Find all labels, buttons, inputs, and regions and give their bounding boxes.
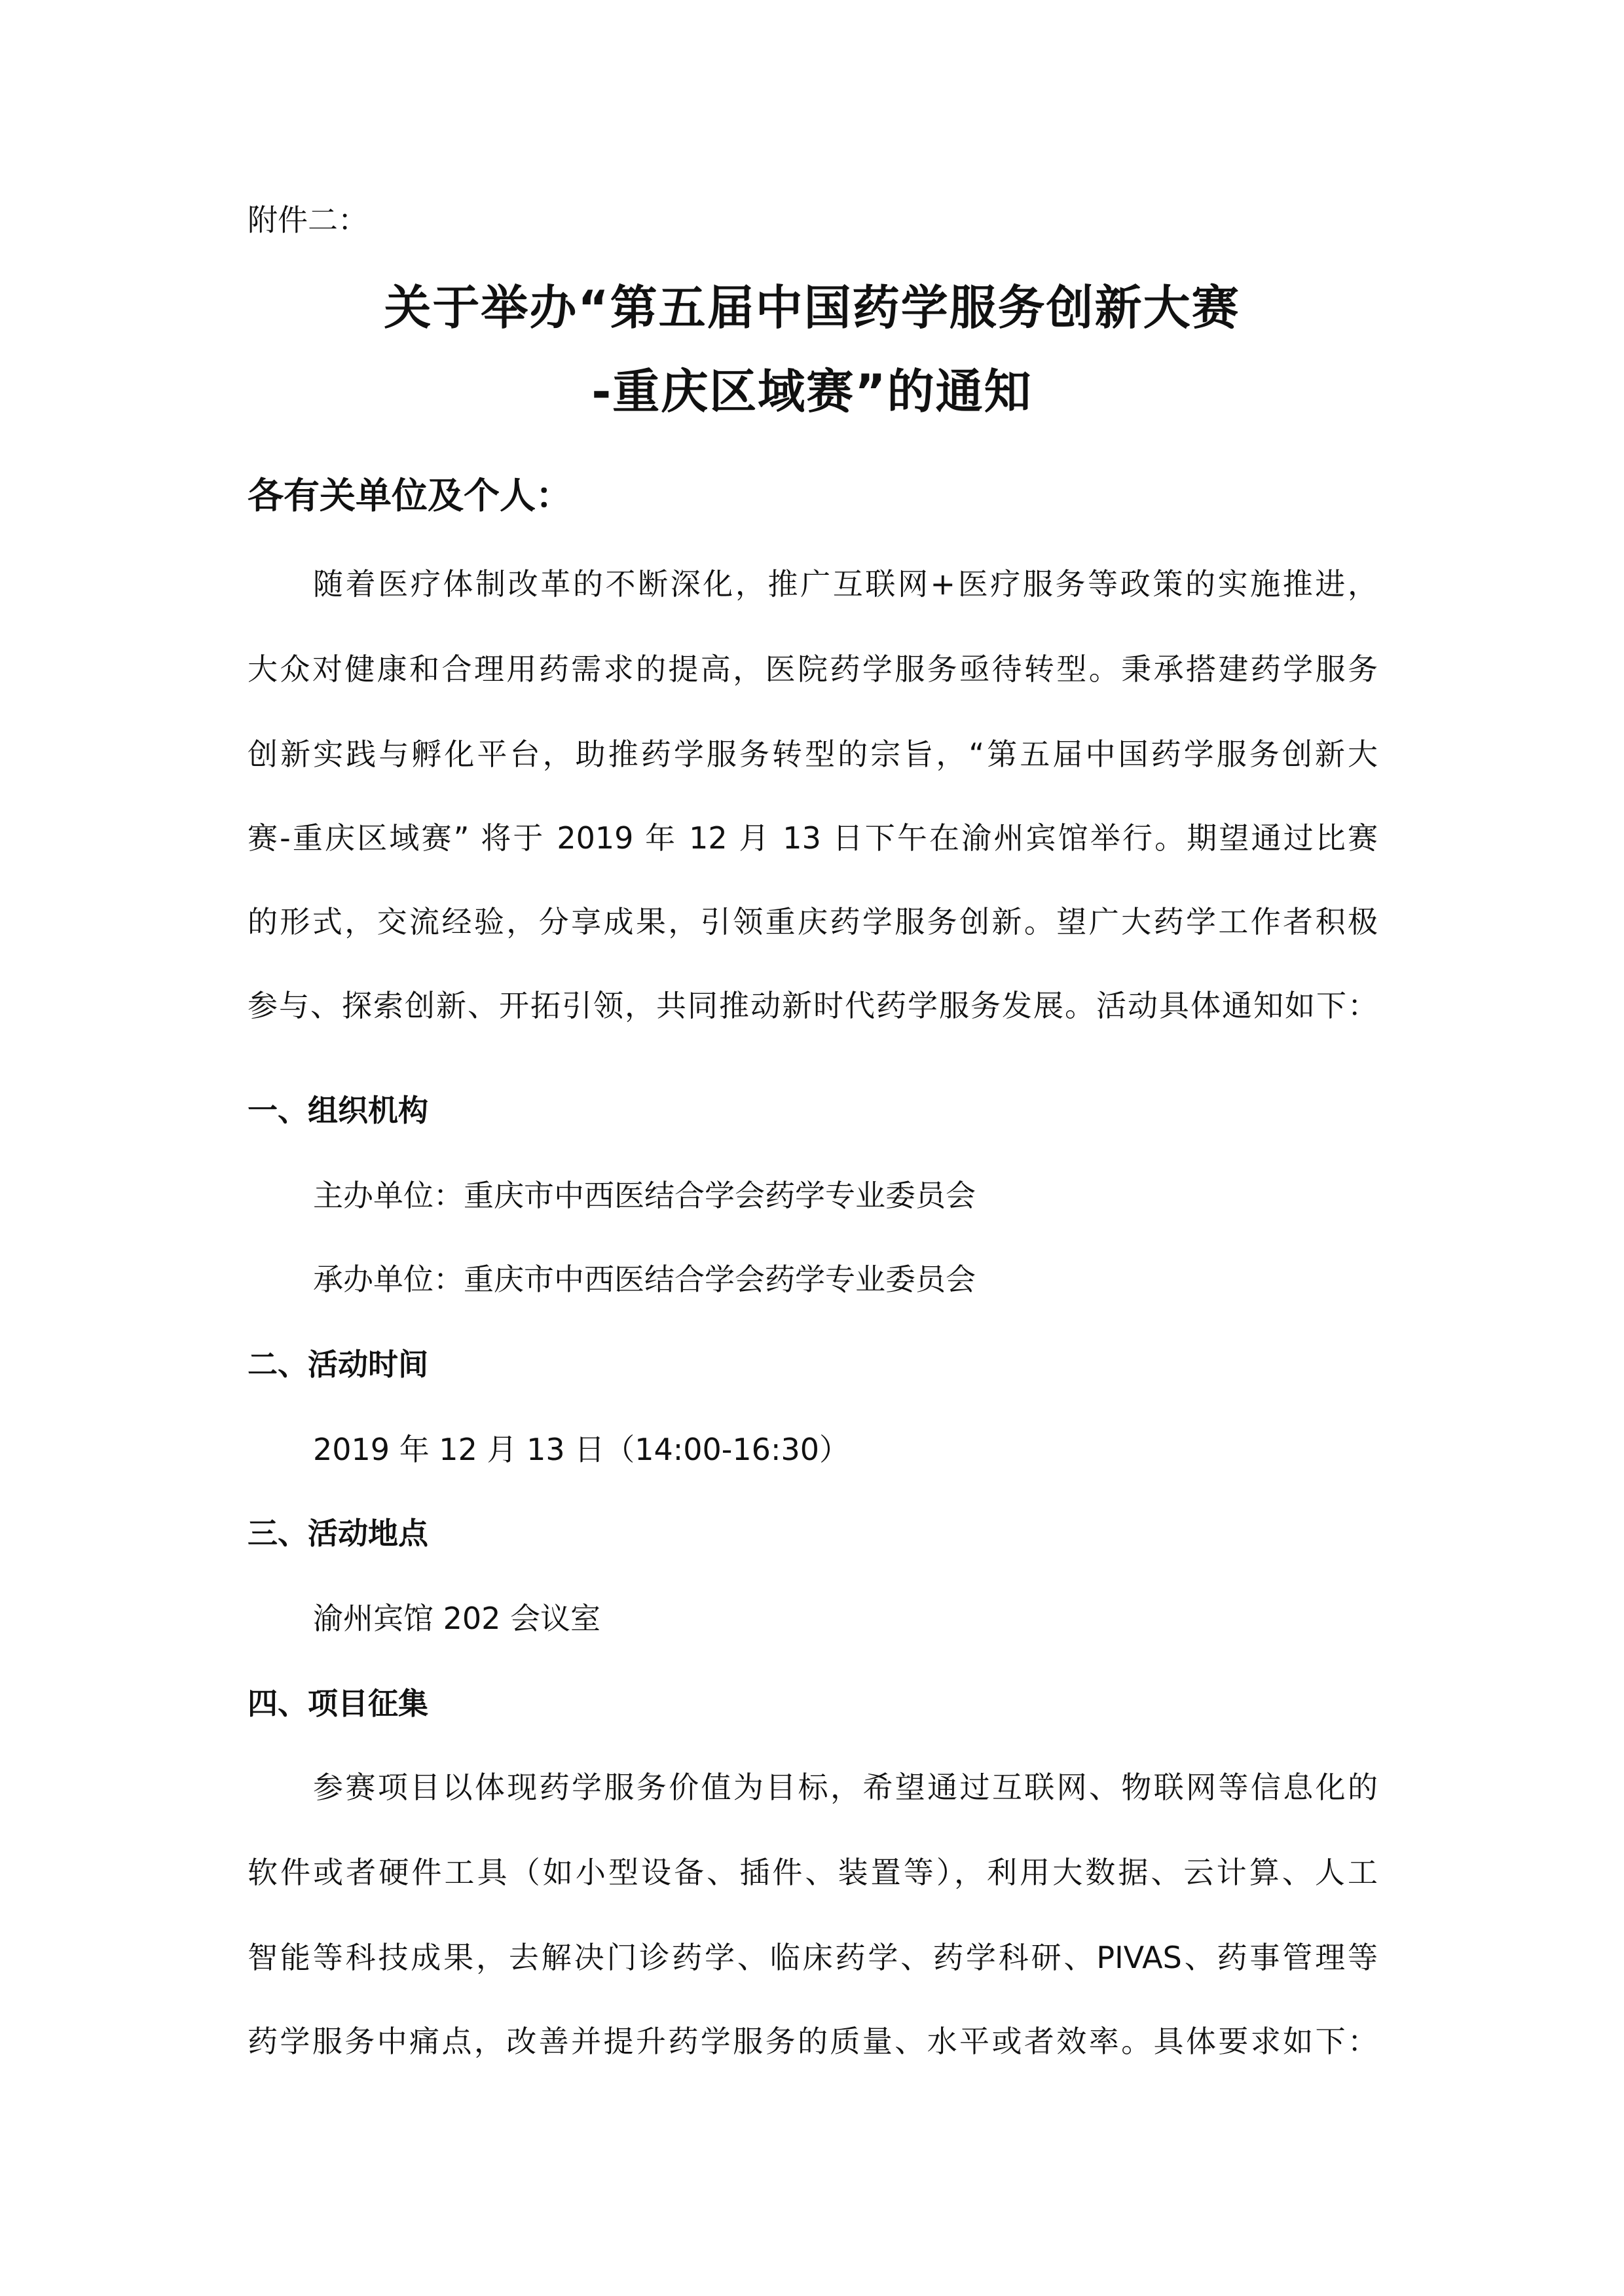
event-location-line: 渝州宾馆 202 会议室 bbox=[313, 1601, 601, 1636]
event-time-line: 2019 年 12 月 13 日（14:00-16:30） bbox=[313, 1432, 849, 1467]
intro-paragraph-line: 赛-重庆区域赛” 将于 2019 年 12 月 13 日下午在渝州宾馆举行。期望通过比赛 bbox=[248, 820, 1378, 856]
project-paragraph-line: 药学服务中痛点，改善并提升药学服务的质量、水平或者效率。具体要求如下： bbox=[248, 2024, 1378, 2059]
project-paragraph-line: 参赛项目以体现药学服务价值为目标，希望通过互联网、物联网等信息化的 bbox=[313, 1770, 1378, 1805]
intro-paragraph-line: 参与、探索创新、开拓引领，共同推动新时代药学服务发展。活动具体通知如下： bbox=[248, 988, 1378, 1023]
co-organizer-line: 承办单位：重庆市中西医结合学会药学专业委员会 bbox=[313, 1262, 976, 1297]
document-title-line-2: -重庆区域赛”的通知 bbox=[591, 364, 1033, 419]
intro-paragraph-line: 大众对健康和合理用药需求的提高，医院药学服务亟待转型。秉承搭建药学服务 bbox=[248, 651, 1378, 687]
section-heading-location: 三、活动地点 bbox=[248, 1516, 428, 1551]
section-heading-project-collection: 四、项目征集 bbox=[248, 1686, 428, 1721]
organizer-line: 主办单位：重庆市中西医结合学会药学专业委员会 bbox=[313, 1178, 976, 1213]
intro-paragraph-line: 随着医疗体制改革的不断深化，推广互联网+医疗服务等政策的实施推进， bbox=[313, 566, 1378, 602]
intro-paragraph-line: 创新实践与孵化平台，助推药学服务转型的宗旨，“第五届中国药学服务创新大 bbox=[248, 737, 1378, 772]
document-title-line-1: 关于举办“第五届中国药学服务创新大赛 bbox=[384, 280, 1240, 335]
salutation: 各有关单位及个人： bbox=[248, 475, 572, 517]
attachment-label: 附件二： bbox=[248, 202, 368, 238]
intro-paragraph-line: 的形式，交流经验，分享成果，引领重庆药学服务创新。望广大药学工作者积极 bbox=[248, 904, 1378, 939]
section-heading-organization: 一、组织机构 bbox=[248, 1093, 428, 1128]
project-paragraph-line: 智能等科技成果，去解决门诊药学、临床药学、药学科研、PIVAS、药事管理等 bbox=[248, 1940, 1378, 1975]
section-heading-time: 二、活动时间 bbox=[248, 1347, 428, 1382]
project-paragraph-line: 软件或者硬件工具（如小型设备、插件、装置等），利用大数据、云计算、人工 bbox=[248, 1855, 1378, 1890]
